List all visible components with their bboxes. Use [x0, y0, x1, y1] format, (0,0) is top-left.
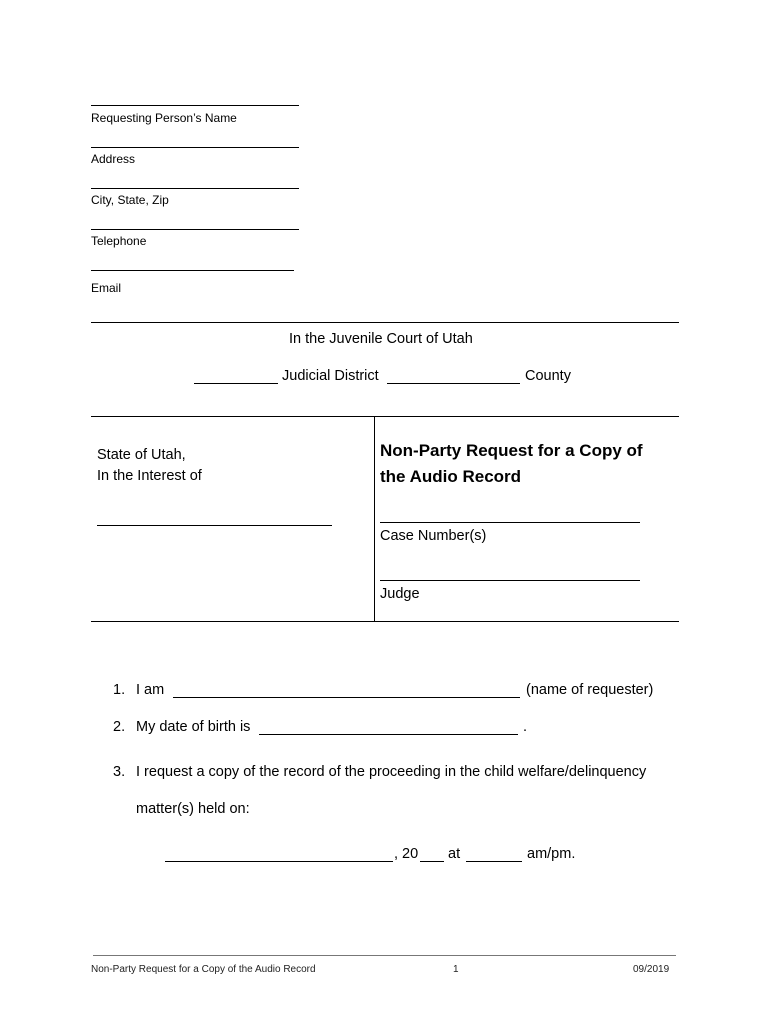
footer-form-title: Non-Party Request for a Copy of the Audio Record: [91, 964, 316, 975]
footer-page-number: 1: [453, 964, 459, 975]
telephone-blank[interactable]: [91, 229, 299, 230]
email-label: Email: [91, 281, 122, 295]
judge-blank[interactable]: [380, 580, 640, 581]
district-blank[interactable]: [194, 383, 278, 384]
year-prefix: , 20: [394, 846, 419, 862]
statement-2-number: 2.: [113, 719, 126, 735]
district-label: Judicial District: [282, 368, 379, 384]
statement-3-line-2: matter(s) held on:: [136, 801, 250, 817]
statement-1-prefix: I am: [136, 682, 165, 698]
address-blank[interactable]: [91, 147, 299, 148]
footer-revision: 09/2019: [633, 964, 670, 975]
year-field[interactable]: [420, 861, 444, 862]
case-number-blank[interactable]: [380, 522, 640, 523]
hearing-date-field[interactable]: [165, 861, 393, 862]
statement-3-line-1: I request a copy of the record of the proceeding in the child welfare/delinquency: [136, 764, 647, 780]
city-state-zip-blank[interactable]: [91, 188, 299, 189]
at-label: at: [448, 846, 461, 862]
statement-3-number: 3.: [113, 764, 126, 780]
footer-rule: [93, 955, 676, 956]
city-state-zip-label: City, State, Zip: [91, 193, 169, 207]
caption-bottom-rule: [91, 621, 679, 622]
caption-divider: [374, 416, 375, 622]
party-line-1: State of Utah,: [97, 447, 186, 463]
date-of-birth-field[interactable]: [259, 734, 518, 735]
statement-2-prefix: My date of birth is: [136, 719, 251, 735]
party-line-2: In the Interest of: [97, 468, 202, 484]
requester-name-field[interactable]: [173, 697, 520, 698]
form-title: Non-Party Request for a Copy of the Audio Record: [380, 441, 643, 486]
caption-top-rule: [91, 416, 679, 417]
child-name-blank[interactable]: [97, 525, 332, 526]
email-blank[interactable]: [91, 270, 294, 271]
statement-1-suffix: (name of requester): [526, 682, 654, 698]
county-label: County: [525, 368, 571, 384]
time-field[interactable]: [466, 861, 522, 862]
court-top-rule: [91, 322, 679, 323]
county-blank[interactable]: [387, 383, 520, 384]
judge-label: Judge: [380, 586, 420, 602]
case-number-label: Case Number(s): [380, 528, 487, 544]
court-heading: In the Juvenile Court of Utah: [289, 331, 473, 347]
requester-name-blank[interactable]: [91, 105, 299, 106]
requester-name-label: Requesting Person’s Name: [91, 111, 237, 125]
address-label: Address: [91, 152, 136, 166]
ampm-label: am/pm.: [527, 846, 576, 862]
telephone-label: Telephone: [91, 234, 147, 248]
statement-2-suffix: .: [523, 719, 528, 735]
statement-1-number: 1.: [113, 682, 126, 698]
